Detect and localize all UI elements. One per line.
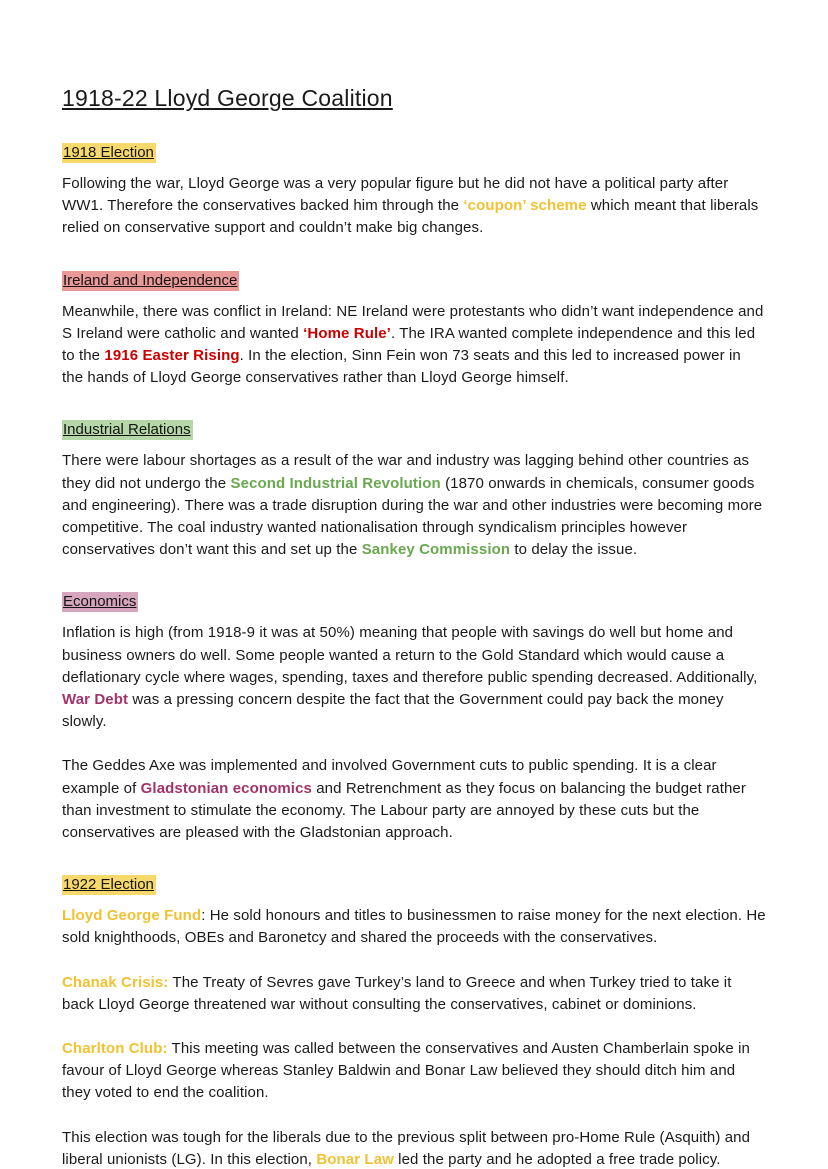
text-run: . In the election, Sinn Fein won 73 seats and this led to increased power in the hands of Lloyd George conservatives rather than Lloyd George himself. — [62, 347, 741, 387]
text-run: War Debt — [62, 691, 129, 709]
text-run: Bonar Law — [316, 1150, 394, 1168]
text-run: There were labour shortages as a result of the war and industry was lagging behind other countries as they did not undergo the — [62, 452, 750, 492]
section-heading-highlight: 1922 Election — [63, 876, 154, 894]
section-heading — [62, 874, 766, 896]
text-run: Meanwhile, there was conflict in Ireland: NE Ireland were protestants who didn’t want independence and S Ireland were catholic and wanted — [62, 302, 764, 342]
paragraph — [62, 1127, 766, 1169]
section-heading-highlight: Industrial Relations — [63, 421, 191, 439]
text-run: This election was tough for the liberals due to the previous split between pro-Home Rule (Asquith) and liberal unionists (LG). In this election, — [62, 1128, 751, 1168]
text-run: Sankey Commission — [361, 541, 511, 559]
text-run: (1870 onwards in chemicals, consumer goods and engineering). There was a trade disruption during the war and other industries were becoming more competitive. The coal industry wanted nationalisation through syndicalism principles however conservatives don’t want this and set up the — [62, 474, 763, 559]
text-run: and Retrenchment as they focus on balancing the budget rather than investment to stimulate the economy. The Labour party are annoyed by these cuts but the conservatives are pleased with the Gladstonian approach. — [62, 779, 746, 842]
text-run: Charlton Club: — [62, 1040, 168, 1058]
text-run: 1916 Easter Rising — [104, 347, 240, 365]
text-run: Inflation is high (from 1918-9 it was at 50%) meaning that people with savings do well but home and business owners do well. Some people wanted a return to the Gold Standard which would cause a deflationary cycle where wages, spending, taxes and therefore public spending decreased. Additionally, — [62, 624, 758, 686]
paragraph — [62, 450, 766, 561]
section-heading — [62, 142, 766, 164]
text-run: ‘coupon’ scheme — [463, 197, 587, 215]
text-run: which meant that liberals relied on conservative support and couldn’t make big changes. — [62, 197, 759, 237]
paragraph — [62, 972, 766, 1016]
section-heading — [62, 270, 766, 292]
document-sections — [62, 142, 766, 1169]
text-run: ‘Home Rule’ — [303, 324, 391, 342]
text-run: to delay the issue. — [510, 541, 638, 559]
section-heading — [62, 419, 766, 441]
section-heading-highlight: 1918 Election — [63, 144, 154, 161]
text-run: Lloyd George Fund — [62, 907, 202, 925]
text-run: This meeting was called between the conservatives and Austen Chamberlain spoke in favour of Lloyd George whereas Stanley Baldwin and Bonar Law believed they should ditch him and they voted to end the coalition. — [62, 1040, 750, 1102]
text-run: Gladstonian economics — [140, 779, 312, 797]
section-heading — [62, 591, 766, 613]
text-run: Chanak Crisis: — [62, 973, 169, 991]
text-run: led the party and he adopted a free trade policy. — [393, 1150, 721, 1168]
paragraph — [62, 622, 766, 733]
paragraph — [62, 1038, 766, 1105]
text-run: Second Industrial Revolution — [230, 474, 441, 492]
text-run: was a pressing concern despite the fact that the Government could pay back the money slowly. — [62, 691, 724, 731]
paragraph — [62, 755, 766, 844]
text-run: The Treaty of Sevres gave Turkey’s land to Greece and when Turkey tried to take it back Lloyd George threatened war without consulting the conservatives, cabinet or dominions. — [62, 973, 732, 1013]
paragraph — [62, 301, 766, 390]
document-title: 1918-22 Lloyd George Coalition — [62, 85, 393, 111]
paragraph — [62, 905, 766, 949]
section-heading-highlight: Economics — [63, 593, 137, 611]
text-run: . The IRA wanted complete independence and this led to the — [62, 324, 756, 365]
text-run: Following the war, Lloyd George was a very popular figure but he did not have a political party after WW1. Therefore the conservatives backed him through the — [62, 175, 729, 215]
text-run: The Geddes Axe was implemented and involved Government cuts to public spending. It is a clear example of — [62, 757, 717, 797]
text-run: : He sold honours and titles to businessmen to raise money for the next election. He sold knighthoods, OBEs and Baronetcy and shared the proceeds with the conservatives. — [62, 907, 766, 947]
paragraph — [62, 173, 766, 240]
section-heading-highlight: Ireland and Independence — [63, 271, 238, 289]
